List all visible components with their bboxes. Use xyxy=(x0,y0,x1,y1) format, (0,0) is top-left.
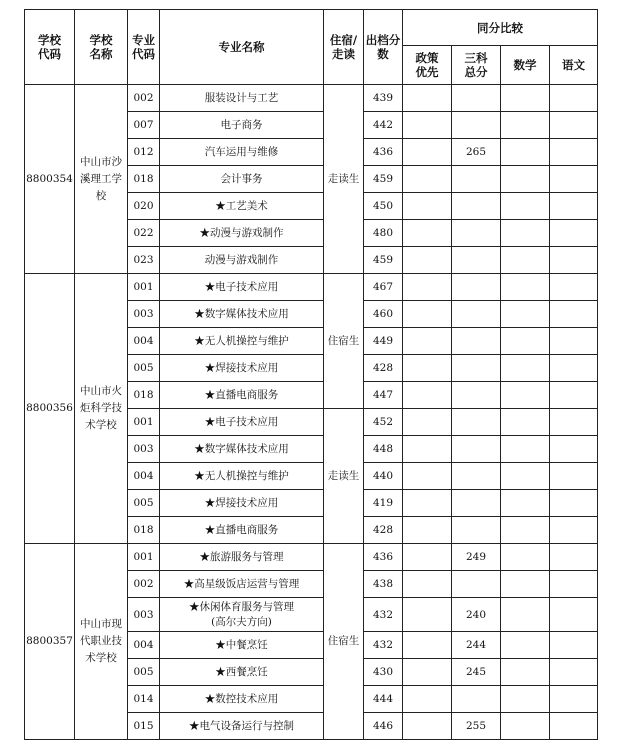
header-chinese: 语文 xyxy=(550,46,598,85)
chinese-cell xyxy=(550,193,598,220)
policy-cell xyxy=(403,85,452,112)
header-three-total-label: 三科总分 xyxy=(464,51,488,79)
major-code-cell: 015 xyxy=(128,713,160,740)
score-cell: 444 xyxy=(364,686,403,713)
major-name-cell: ★无人机操控与维护 xyxy=(160,463,324,490)
score-cell: 432 xyxy=(364,632,403,659)
chinese-cell xyxy=(550,409,598,436)
school-name-cell xyxy=(75,85,128,274)
three-total-cell xyxy=(452,247,501,274)
major-code-cell: 023 xyxy=(128,247,160,274)
math-cell xyxy=(501,463,550,490)
policy-cell xyxy=(403,517,452,544)
math-cell xyxy=(501,632,550,659)
major-code-cell: 001 xyxy=(128,274,160,301)
table-row xyxy=(25,85,598,112)
three-total-cell: 240 xyxy=(452,598,501,632)
chinese-cell xyxy=(550,436,598,463)
school-name: 中山市火炬科学技术学校 xyxy=(80,385,122,431)
three-total-cell xyxy=(452,517,501,544)
major-name-cell: 动漫与游戏制作 xyxy=(160,247,324,274)
score-cell: 467 xyxy=(364,274,403,301)
policy-cell xyxy=(403,247,452,274)
math-cell xyxy=(501,686,550,713)
chinese-cell xyxy=(550,85,598,112)
policy-cell xyxy=(403,598,452,632)
header-major-name: 专业名称 xyxy=(160,10,324,85)
header-policy-label: 政策优先 xyxy=(415,51,439,79)
chinese-cell xyxy=(550,713,598,740)
major-name-cell: ★电子技术应用 xyxy=(160,409,324,436)
header-school-name-label: 学校名称 xyxy=(89,33,113,61)
policy-cell xyxy=(403,220,452,247)
score-cell: 449 xyxy=(364,328,403,355)
policy-cell xyxy=(403,436,452,463)
chinese-cell xyxy=(550,517,598,544)
policy-cell xyxy=(403,301,452,328)
admission-score-table xyxy=(24,9,598,740)
major-name-cell: ★休闲体育服务与管理 (高尔夫方向) xyxy=(160,598,324,632)
three-total-cell: 265 xyxy=(452,139,501,166)
major-code-cell: 003 xyxy=(128,598,160,632)
chinese-cell xyxy=(550,274,598,301)
major-code-cell: 002 xyxy=(128,85,160,112)
major-code-cell: 001 xyxy=(128,409,160,436)
score-cell: 460 xyxy=(364,301,403,328)
math-cell xyxy=(501,301,550,328)
major-code-cell: 004 xyxy=(128,328,160,355)
chinese-cell xyxy=(550,490,598,517)
three-total-cell xyxy=(452,409,501,436)
boarding-status-cell: 走读生 xyxy=(324,409,364,544)
major-name-cell: 汽车运用与维修 xyxy=(160,139,324,166)
policy-cell xyxy=(403,686,452,713)
policy-cell xyxy=(403,490,452,517)
school-code-cell: 8800354 xyxy=(25,85,75,274)
three-total-cell xyxy=(452,571,501,598)
score-cell: 448 xyxy=(364,436,403,463)
score-cell: 428 xyxy=(364,517,403,544)
school-code-cell: 8800357 xyxy=(25,544,75,740)
table-body xyxy=(25,85,598,740)
policy-cell xyxy=(403,409,452,436)
math-cell xyxy=(501,274,550,301)
header-major-code xyxy=(128,10,160,85)
major-code-cell: 004 xyxy=(128,632,160,659)
major-code-cell: 022 xyxy=(128,220,160,247)
three-total-cell xyxy=(452,85,501,112)
header-school-code xyxy=(25,10,75,85)
chinese-cell xyxy=(550,247,598,274)
math-cell xyxy=(501,112,550,139)
math-cell xyxy=(501,544,550,571)
score-cell: 459 xyxy=(364,166,403,193)
chinese-cell xyxy=(550,301,598,328)
school-name: 中山市现代职业技术学校 xyxy=(80,618,122,664)
header-three-total xyxy=(452,46,501,85)
math-cell xyxy=(501,355,550,382)
three-total-cell xyxy=(452,220,501,247)
major-name-cell: ★中餐烹饪 xyxy=(160,632,324,659)
chinese-cell xyxy=(550,112,598,139)
major-code-cell: 007 xyxy=(128,112,160,139)
score-cell: 480 xyxy=(364,220,403,247)
policy-cell xyxy=(403,355,452,382)
three-total-cell xyxy=(452,301,501,328)
score-cell: 450 xyxy=(364,193,403,220)
chinese-cell xyxy=(550,166,598,193)
header-score xyxy=(364,10,403,85)
math-cell xyxy=(501,571,550,598)
chinese-cell xyxy=(550,382,598,409)
math-cell xyxy=(501,436,550,463)
major-name-cell: ★直播电商服务 xyxy=(160,517,324,544)
major-name-cell: ★西餐烹饪 xyxy=(160,659,324,686)
header-math: 数学 xyxy=(501,46,550,85)
boarding-status-cell: 走读生 xyxy=(324,85,364,274)
math-cell xyxy=(501,85,550,112)
major-code-cell: 012 xyxy=(128,139,160,166)
three-total-cell xyxy=(452,436,501,463)
score-cell: 432 xyxy=(364,598,403,632)
score-cell: 438 xyxy=(364,571,403,598)
major-name-cell: ★高星级饭店运营与管理 xyxy=(160,571,324,598)
major-name-cell: ★数字媒体技术应用 xyxy=(160,301,324,328)
major-name-cell: ★旅游服务与管理 xyxy=(160,544,324,571)
score-cell: 447 xyxy=(364,382,403,409)
major-code-cell: 018 xyxy=(128,382,160,409)
major-name-cell: ★动漫与游戏制作 xyxy=(160,220,324,247)
score-cell: 430 xyxy=(364,659,403,686)
major-code-cell: 004 xyxy=(128,463,160,490)
table-row xyxy=(25,544,598,571)
math-cell xyxy=(501,409,550,436)
major-name-cell: ★工艺美术 xyxy=(160,193,324,220)
chinese-cell xyxy=(550,220,598,247)
major-code-cell: 002 xyxy=(128,571,160,598)
chinese-cell xyxy=(550,463,598,490)
policy-cell xyxy=(403,571,452,598)
major-code-cell: 005 xyxy=(128,355,160,382)
score-cell: 452 xyxy=(364,409,403,436)
major-name-cell: ★焊接技术应用 xyxy=(160,355,324,382)
policy-cell xyxy=(403,632,452,659)
header-score-label: 出档分数 xyxy=(365,33,401,61)
three-total-cell: 245 xyxy=(452,659,501,686)
math-cell xyxy=(501,598,550,632)
math-cell xyxy=(501,659,550,686)
three-total-cell xyxy=(452,382,501,409)
three-total-cell xyxy=(452,686,501,713)
score-cell: 436 xyxy=(364,139,403,166)
table-row xyxy=(25,274,598,301)
math-cell xyxy=(501,193,550,220)
school-code-cell: 8800356 xyxy=(25,274,75,544)
policy-cell xyxy=(403,659,452,686)
chinese-cell xyxy=(550,355,598,382)
major-code-cell: 003 xyxy=(128,436,160,463)
header-school-name xyxy=(75,10,128,85)
score-cell: 436 xyxy=(364,544,403,571)
major-code-cell: 005 xyxy=(128,659,160,686)
chinese-cell xyxy=(550,571,598,598)
school-name-cell xyxy=(75,274,128,544)
math-cell xyxy=(501,247,550,274)
math-cell xyxy=(501,328,550,355)
policy-cell xyxy=(403,166,452,193)
school-name: 中山市沙溪理工学校 xyxy=(80,155,122,202)
three-total-cell xyxy=(452,112,501,139)
major-name-cell: ★电气设备运行与控制 xyxy=(160,713,324,740)
major-code-cell: 001 xyxy=(128,544,160,571)
math-cell xyxy=(501,713,550,740)
chinese-cell xyxy=(550,686,598,713)
score-cell: 440 xyxy=(364,463,403,490)
math-cell xyxy=(501,220,550,247)
math-cell xyxy=(501,382,550,409)
policy-cell xyxy=(403,274,452,301)
chinese-cell xyxy=(550,139,598,166)
major-code-cell: 018 xyxy=(128,517,160,544)
header-compare: 同分比较 xyxy=(403,10,598,46)
score-cell: 459 xyxy=(364,247,403,274)
three-total-cell xyxy=(452,490,501,517)
math-cell xyxy=(501,517,550,544)
major-name-cell: ★无人机操控与维护 xyxy=(160,328,324,355)
three-total-cell xyxy=(452,328,501,355)
math-cell xyxy=(501,166,550,193)
policy-cell xyxy=(403,713,452,740)
score-cell: 446 xyxy=(364,713,403,740)
policy-cell xyxy=(403,139,452,166)
header-policy xyxy=(403,46,452,85)
major-name-cell: 会计事务 xyxy=(160,166,324,193)
three-total-cell: 255 xyxy=(452,713,501,740)
header-boarding-label: 住宿/走读 xyxy=(329,33,358,61)
major-name-cell: ★电子技术应用 xyxy=(160,274,324,301)
three-total-cell xyxy=(452,193,501,220)
math-cell xyxy=(501,490,550,517)
policy-cell xyxy=(403,112,452,139)
chinese-cell xyxy=(550,598,598,632)
chinese-cell xyxy=(550,328,598,355)
table-header xyxy=(25,10,598,85)
policy-cell xyxy=(403,544,452,571)
chinese-cell xyxy=(550,632,598,659)
major-code-cell: 020 xyxy=(128,193,160,220)
three-total-cell: 249 xyxy=(452,544,501,571)
major-name-cell: 电子商务 xyxy=(160,112,324,139)
header-school-code-label: 学校代码 xyxy=(38,33,61,61)
three-total-cell: 244 xyxy=(452,632,501,659)
score-cell: 419 xyxy=(364,490,403,517)
header-major-code-label: 专业代码 xyxy=(132,33,155,61)
score-cell: 428 xyxy=(364,355,403,382)
chinese-cell xyxy=(550,544,598,571)
major-name-cell: ★直播电商服务 xyxy=(160,382,324,409)
major-name-cell: 服装设计与工艺 xyxy=(160,85,324,112)
score-cell: 442 xyxy=(364,112,403,139)
three-total-cell xyxy=(452,166,501,193)
three-total-cell xyxy=(452,274,501,301)
policy-cell xyxy=(403,328,452,355)
major-code-cell: 003 xyxy=(128,301,160,328)
school-name-cell xyxy=(75,544,128,740)
boarding-status-cell: 住宿生 xyxy=(324,274,364,409)
major-code-cell: 018 xyxy=(128,166,160,193)
math-cell xyxy=(501,139,550,166)
boarding-status-cell: 住宿生 xyxy=(324,544,364,740)
three-total-cell xyxy=(452,463,501,490)
policy-cell xyxy=(403,463,452,490)
major-code-cell: 014 xyxy=(128,686,160,713)
score-cell: 439 xyxy=(364,85,403,112)
chinese-cell xyxy=(550,659,598,686)
major-code-cell: 005 xyxy=(128,490,160,517)
major-name-cell: ★数控技术应用 xyxy=(160,686,324,713)
header-boarding xyxy=(324,10,364,85)
major-name-cell: ★数字媒体技术应用 xyxy=(160,436,324,463)
policy-cell xyxy=(403,193,452,220)
major-name-cell: ★焊接技术应用 xyxy=(160,490,324,517)
three-total-cell xyxy=(452,355,501,382)
policy-cell xyxy=(403,382,452,409)
